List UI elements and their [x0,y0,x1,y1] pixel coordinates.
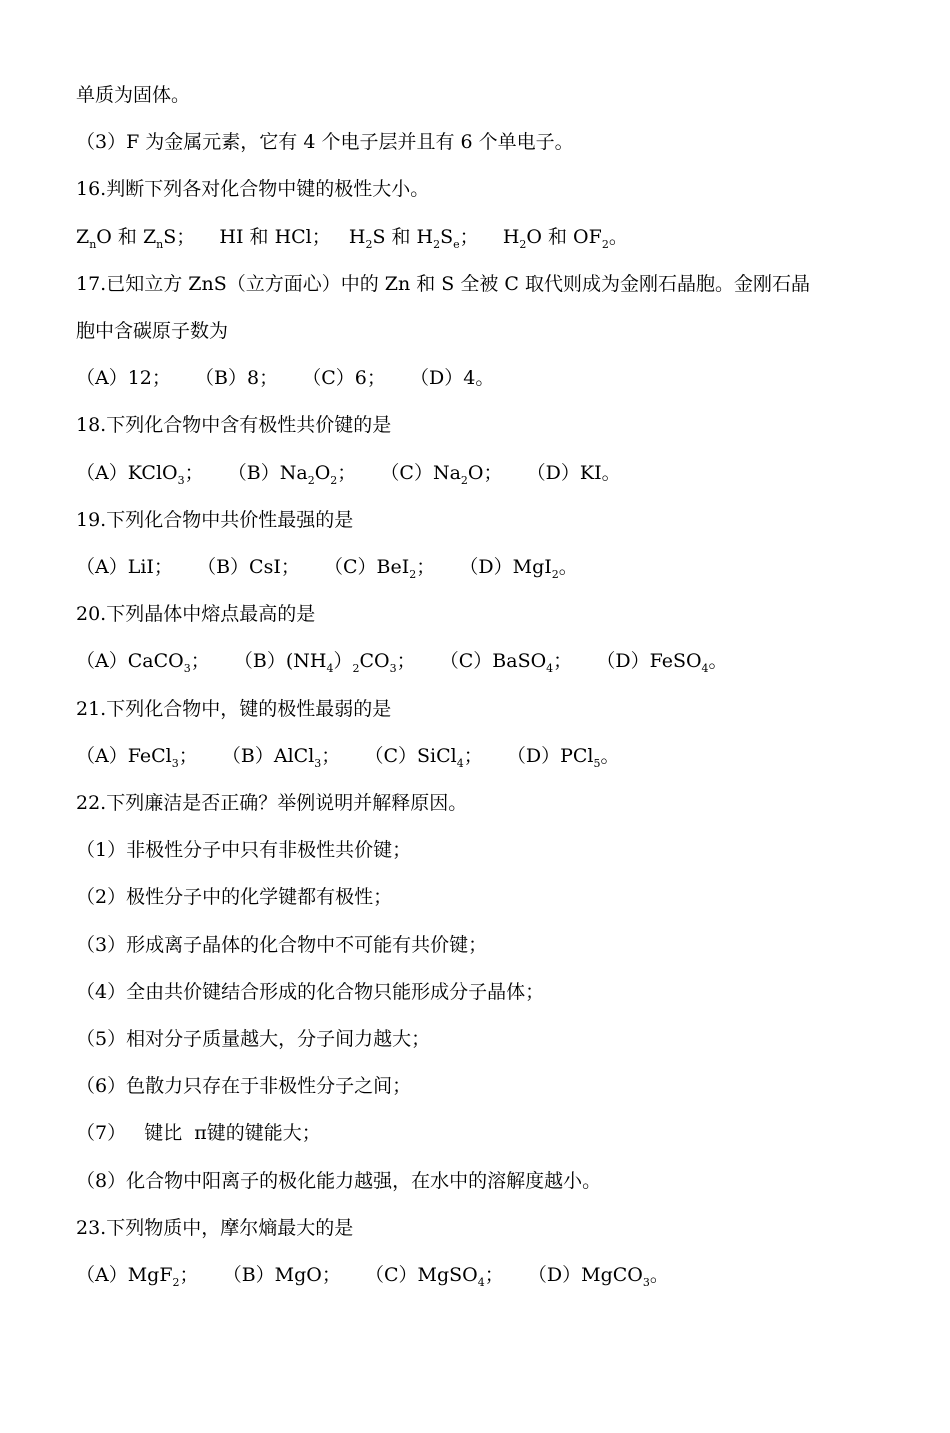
text-segment: （A）KClO [76,462,178,484]
text-line-14 [76,743,876,769]
text-segment: （6）色散力只存在于非极性分子之间； [76,1075,412,1097]
text-segment: 17.已知立方 ZnS（立方面心）中的 Zn 和 S 全被 C 取代则成为金刚石晶胞。金刚石晶 [76,273,810,295]
subscript: 2 [172,1276,180,1289]
text-line-8 [76,460,876,486]
text-segment: 21.下列化合物中，键的极性最弱的是 [76,698,392,720]
text-segment: ； （D）MgCO [484,1264,643,1286]
text-line-18 [76,932,876,958]
subscript: 4 [456,757,464,770]
subscript: 2 [433,238,441,251]
text-segment: 16.判断下列各对化合物中键的极性大小。 [76,178,430,200]
text-line-13 [76,696,876,722]
text-line-23 [76,1168,876,1194]
subscript: 2 [365,238,373,251]
text-segment: 。 [708,650,728,672]
text-segment: 单质为固体。 [76,84,191,106]
text-segment: 胞中含碳原子数为 [76,320,229,342]
text-segment: （A）LiI； （B）CsI； （C）BeI [76,556,410,578]
text-segment: S； HI 和 HCl； H [163,226,366,248]
subscript: 3 [171,757,179,770]
subscript: 4 [326,662,334,675]
text-segment: ； （B）(NH [190,650,327,672]
text-segment: S [440,226,454,248]
text-line-11 [76,601,876,627]
text-segment: （4）全由共价键结合形成的化合物只能形成分子晶体； [76,981,545,1003]
text-line-6 [76,365,876,391]
subscript: 2 [409,568,417,581]
text-segment: ） [333,650,353,672]
text-line-5 [76,318,876,344]
text-segment: 20.下列晶体中熔点最高的是 [76,603,316,625]
subscript: 2 [551,568,559,581]
text-segment: （7） 键比 π键的键能大； [76,1122,321,1144]
text-line-21 [76,1073,876,1099]
text-line-15 [76,790,876,816]
text-segment: 22.下列廉洁是否正确？举例说明并解释原因。 [76,792,468,814]
text-line-2 [76,176,876,202]
text-segment: （8）化合物中阳离子的极化能力越强，在水中的溶解度越小。 [76,1170,602,1192]
text-segment: 。 [649,1264,669,1286]
text-segment: 19.下列化合物中共价性最强的是 [76,509,354,531]
text-segment: （A）12； （B）8； （C）6； （D）4。 [76,367,495,389]
text-segment: ； （B）AlCl [178,745,315,767]
text-line-10 [76,554,876,580]
text-line-17 [76,884,876,910]
subscript: 2 [601,238,609,251]
text-line-20 [76,1026,876,1052]
text-line-9 [76,507,876,533]
text-segment: CO [359,650,390,672]
text-segment: 。 [558,556,578,578]
text-line-3 [76,224,876,250]
subscript: 3 [177,474,185,487]
text-segment: （A）MgF [76,1264,173,1286]
subscript: 3 [642,1276,650,1289]
text-segment: ； （B）MgO； （C）MgSO [179,1264,478,1286]
subscript: 2 [307,474,315,487]
text-segment: O 和 OF [526,226,602,248]
text-segment: ； （C）Na [337,462,461,484]
text-line-7 [76,412,876,438]
text-line-16 [76,837,876,863]
subscript: 5 [593,757,601,770]
text-segment: ； （D）MgI [416,556,552,578]
text-line-19 [76,979,876,1005]
subscript: 4 [546,662,554,675]
subscript: 4 [701,662,709,675]
text-segment: 。 [600,745,620,767]
subscript: 2 [330,474,338,487]
text-segment: ； （D）PCl [463,745,594,767]
text-line-24 [76,1215,876,1241]
text-segment: 。 [608,226,628,248]
text-line-4 [76,271,876,297]
subscript: n [156,238,164,251]
text-segment: 23.下列物质中，摩尔熵最大的是 [76,1217,354,1239]
subscript: 2 [460,474,468,487]
text-segment: Z [76,226,90,248]
subscript: 3 [183,662,191,675]
text-segment: ； （C）SiCl [321,745,457,767]
text-line-1 [76,129,876,155]
text-segment: ； （C）BaSO [396,650,547,672]
subscript: 4 [477,1276,485,1289]
subscript: n [89,238,97,251]
subscript: 3 [314,757,322,770]
text-line-12 [76,648,876,674]
text-segment: ； H [459,226,520,248]
text-segment: （3）形成离子晶体的化合物中不可能有共价键； [76,934,488,956]
text-segment: O； （D）KI。 [467,462,621,484]
text-segment: （5）相对分子质量越大，分子间力越大； [76,1028,431,1050]
text-segment: 18.下列化合物中含有极性共价键的是 [76,414,392,436]
text-line-0 [76,82,876,108]
text-segment: ； （D）FeSO [553,650,702,672]
subscript: 2 [352,662,360,675]
text-segment: ； （B）Na [184,462,308,484]
text-segment: O 和 Z [96,226,157,248]
text-segment: S 和 H [372,226,434,248]
subscript: 3 [389,662,397,675]
text-segment: （3）F 为金属元素，它有 4 个电子层并且有 6 个单电子。 [76,131,574,153]
text-line-22 [76,1120,876,1146]
text-segment: （1）非极性分子中只有非极性共价键； [76,839,412,861]
text-segment: O [314,462,331,484]
text-line-25 [76,1262,876,1288]
text-segment: （2）极性分子中的化学键都有极性； [76,886,393,908]
text-segment: （A）CaCO [76,650,184,672]
subscript: e [453,238,460,251]
text-segment: （A）FeCl [76,745,172,767]
subscript: 2 [519,238,527,251]
